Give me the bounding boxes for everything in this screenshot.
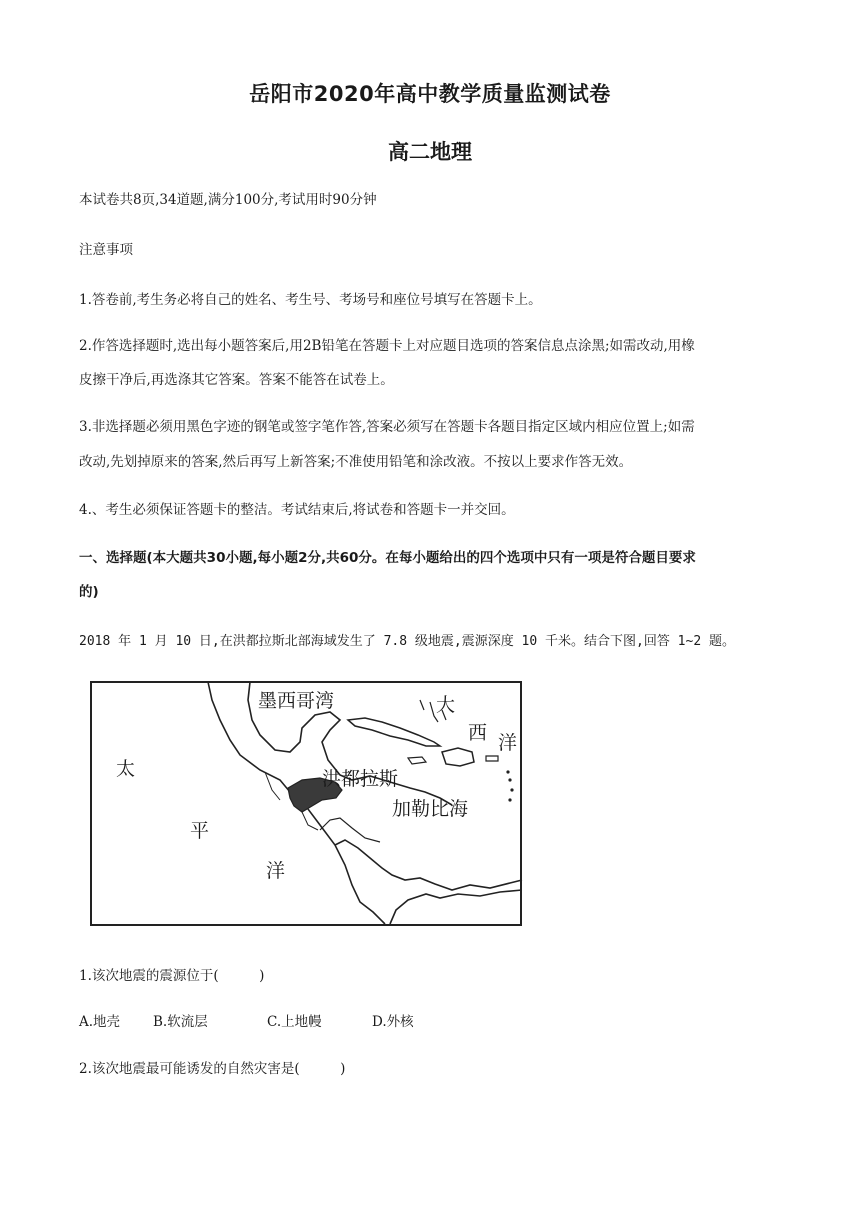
map-label-gulf-of-mexico: 墨西哥湾	[258, 690, 335, 712]
notice-item-4: 4.、考生必须保证答题卡的整洁。考试结束后,将试卷和答题卡一并交回。	[79, 502, 515, 518]
map-label-caribbean: 加勒比海	[392, 798, 469, 820]
section-heading-line2: 的)	[79, 584, 99, 600]
map-label-honduras: 洪都拉斯	[322, 768, 399, 790]
map-label-atlantic-2: 西	[468, 722, 488, 744]
option-d: D.外核	[372, 1014, 414, 1030]
map-label-pacific-2: 平	[190, 820, 210, 842]
map-label-atlantic-3: 洋	[498, 732, 518, 754]
exam-title: 岳阳市2020年高中教学质量监测试卷	[249, 82, 611, 106]
option-a: A.地壳	[79, 1014, 121, 1030]
question-2-stem: 2.该次地震最可能诱发的自然灾害是( )	[79, 1061, 346, 1077]
exam-subtitle: 高二地理	[388, 140, 472, 164]
question-1-stem: 1.该次地震的震源位于( )	[79, 968, 265, 984]
map-label-atlantic-1: 大	[436, 694, 456, 716]
option-c: C.上地幔	[267, 1014, 322, 1030]
map-label-pacific-3: 洋	[266, 860, 286, 882]
notice-item-1: 1.答卷前,考生务必将自己的姓名、考生号、考场号和座位号填写在答题卡上。	[79, 292, 542, 308]
notice-item-3-line1: 3.非选择题必须用黑色字迹的钢笔或签字笔作答,答案必须写在答题卡各题目指定区域内相应位置上;如需	[79, 419, 695, 435]
notice-item-2-line1: 2.作答选择题时,选出每小题答案后,用2B铅笔在答题卡上对应题目选项的答案信息点涂黑;如需改动,用橡	[79, 338, 695, 354]
notice-item-2-line2: 皮擦干净后,再选涤其它答案。答案不能答在试卷上。	[79, 372, 394, 388]
question-stem-intro: 2018 年 1 月 10 日,在洪都拉斯北部海域发生了 7.8 级地震,震源深度 10 千米。结合下图,回答 1~2 题。	[79, 634, 735, 649]
option-b: B.软流层	[153, 1014, 208, 1030]
map-label-pacific-1: 太	[116, 758, 136, 780]
notice-heading: 注意事项	[79, 242, 133, 258]
exam-intro: 本试卷共8页,34道题,满分100分,考试用时90分钟	[79, 192, 377, 208]
notice-item-3-line2: 改动,先划掉原来的答案,然后再写上新答案;不准使用铅笔和涂改液。不按以上要求作答无效。	[79, 454, 633, 470]
question-1-options	[79, 1006, 789, 1039]
section-heading-line1: 一、选择题(本大题共30小题,每小题2分,共60分。在每小题给出的四个选项中只有一项是符合题目要求	[79, 550, 696, 566]
central-america-map	[90, 680, 532, 928]
